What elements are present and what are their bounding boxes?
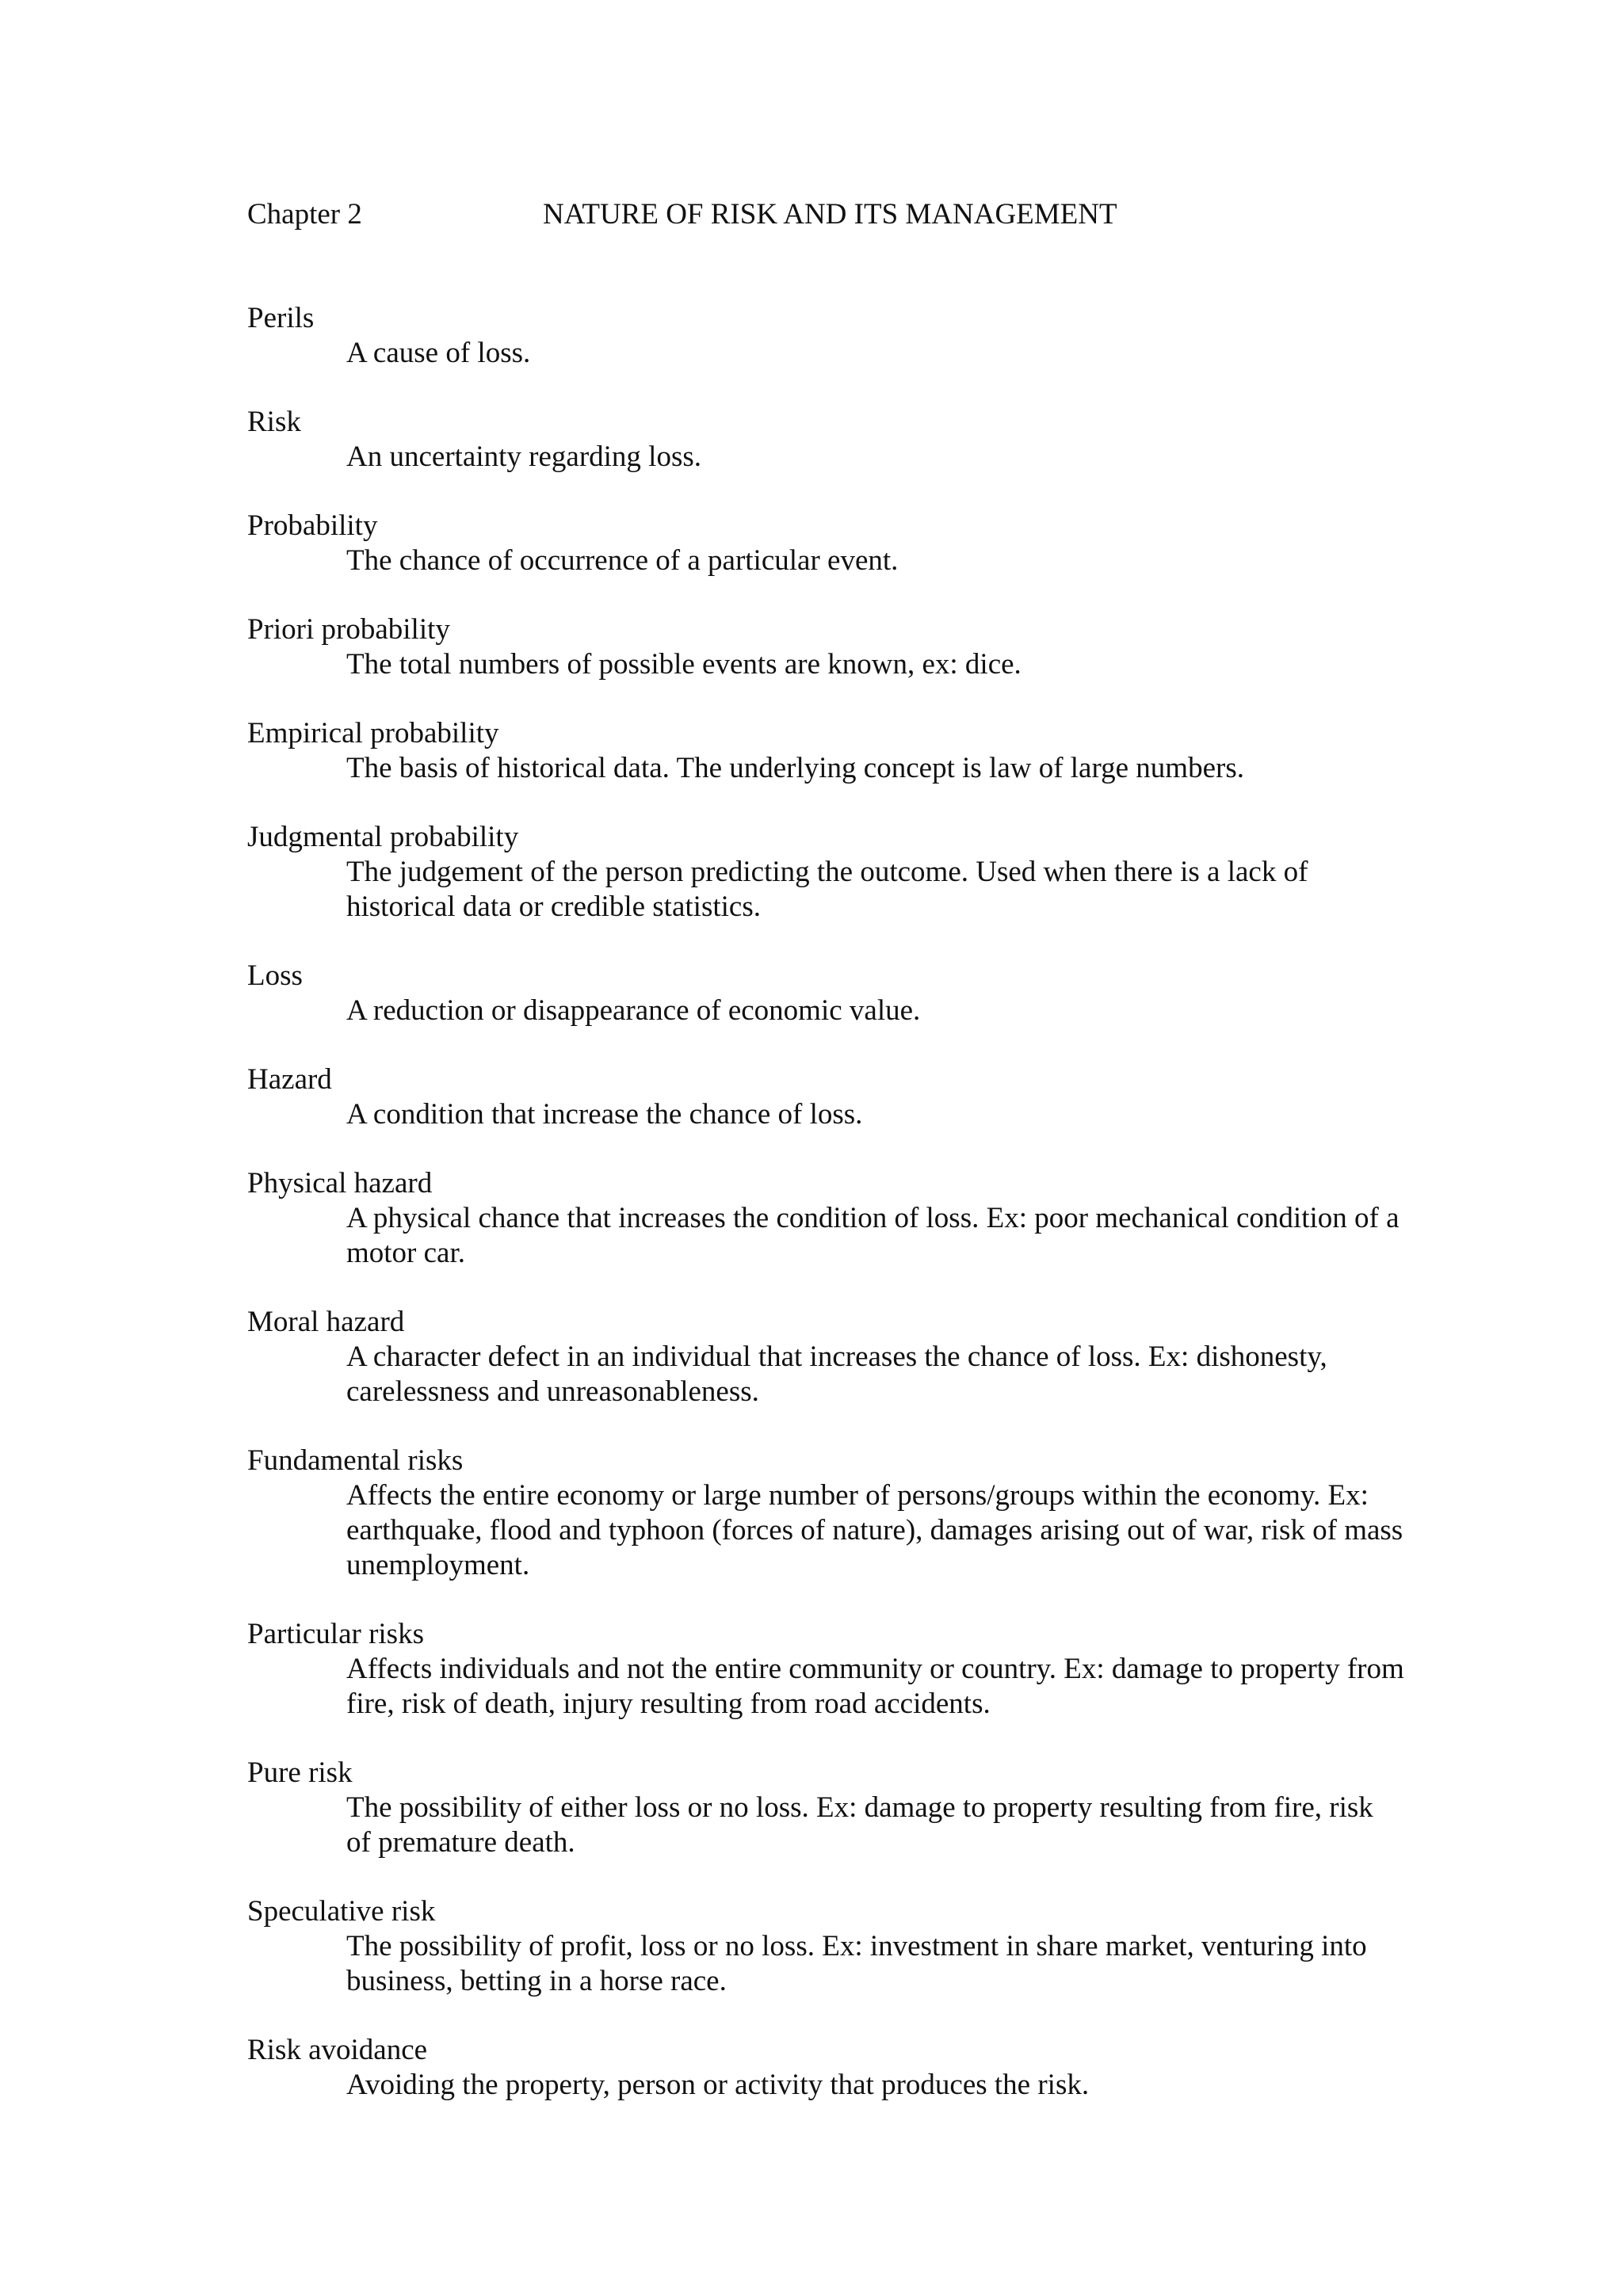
- glossary-entry-pure-risk: [247, 1756, 1404, 1860]
- glossary-term: Pure risk: [247, 1756, 353, 1789]
- glossary-definition: The chance of occurrence of a particular event.: [346, 544, 899, 577]
- glossary-definition: A character defect in an individual that increases the chance of loss. Ex: dishonesty, carelessness and unreasonableness.: [346, 1341, 1327, 1408]
- glossary-entry-speculative-risk: [247, 1894, 1404, 1999]
- glossary-term: Judgmental probability: [247, 821, 519, 853]
- glossary-entry-judgmental-probability: [247, 820, 1404, 925]
- glossary-entry-probability: [247, 509, 1404, 578]
- glossary-entry-physical-hazard: [247, 1166, 1404, 1271]
- glossary-definition: Avoiding the property, person or activity that produces the risk.: [346, 2069, 1090, 2101]
- glossary-term: Particular risks: [247, 1618, 424, 1650]
- glossary-term: Physical hazard: [247, 1167, 433, 1199]
- glossary-term: Moral hazard: [247, 1306, 405, 1338]
- glossary-definition: A reduction or disappearance of economic value.: [346, 994, 921, 1027]
- glossary-entry-risk-avoidance: [247, 2033, 1404, 2103]
- glossary-entry-hazard: [247, 1062, 1404, 1132]
- chapter-label: Chapter 2: [247, 198, 362, 231]
- glossary-entry-loss: [247, 959, 1404, 1028]
- glossary-entry-particular-risks: [247, 1617, 1404, 1722]
- glossary-term: Priori probability: [247, 613, 450, 646]
- glossary-definition: The total numbers of possible events are known, ex: dice.: [346, 648, 1022, 681]
- glossary-term: Speculative risk: [247, 1895, 436, 1928]
- glossary-definition: The possibility of profit, loss or no loss. Ex: investment in share market, venturing into business, betting in a horse race.: [346, 1930, 1367, 1997]
- glossary-definition: The basis of historical data. The underlying concept is law of large numbers.: [346, 752, 1244, 784]
- glossary-entry-fundamental-risks: [247, 1444, 1404, 1583]
- glossary-list: [247, 301, 1404, 2137]
- glossary-entry-empirical-probability: [247, 716, 1404, 786]
- glossary-definition: The judgement of the person predicting the outcome. Used when there is a lack of historical data or credible statistics.: [346, 856, 1308, 923]
- glossary-definition: A condition that increase the chance of loss.: [346, 1098, 863, 1131]
- glossary-term: Risk avoidance: [247, 2034, 428, 2066]
- glossary-entry-perils: [247, 301, 1404, 371]
- glossary-term: Fundamental risks: [247, 1444, 464, 1477]
- glossary-definition: An uncertainty regarding loss.: [346, 441, 701, 473]
- glossary-term: Loss: [247, 959, 303, 992]
- glossary-definition: A physical chance that increases the condition of loss. Ex: poor mechanical condition of a motor car.: [346, 1202, 1400, 1269]
- chapter-title: NATURE OF RISK AND ITS MANAGEMENT: [543, 198, 1117, 231]
- glossary-entry-risk: [247, 405, 1404, 475]
- glossary-term: Hazard: [247, 1063, 332, 1096]
- glossary-definition: Affects individuals and not the entire community or country. Ex: damage to property from fire, risk of death, injury resulting from road accidents.: [346, 1653, 1404, 1720]
- glossary-term: Empirical probability: [247, 717, 499, 749]
- glossary-term: Probability: [247, 509, 378, 542]
- page-header: [247, 195, 1515, 235]
- glossary-definition: A cause of loss.: [346, 337, 531, 369]
- glossary-entry-moral-hazard: [247, 1305, 1404, 1409]
- glossary-term: Perils: [247, 302, 315, 334]
- glossary-definition: Affects the entire economy or large number of persons/groups within the economy. Ex: earthquake, flood and typhoon (forces of nature), damages arising out of war, risk of mass unemployment.: [346, 1479, 1403, 1581]
- glossary-term: Risk: [247, 406, 301, 438]
- glossary-entry-priori-probability: [247, 612, 1404, 682]
- glossary-definition: The possibility of either loss or no loss. Ex: damage to property resulting from fire, risk of premature death.: [346, 1791, 1373, 1859]
